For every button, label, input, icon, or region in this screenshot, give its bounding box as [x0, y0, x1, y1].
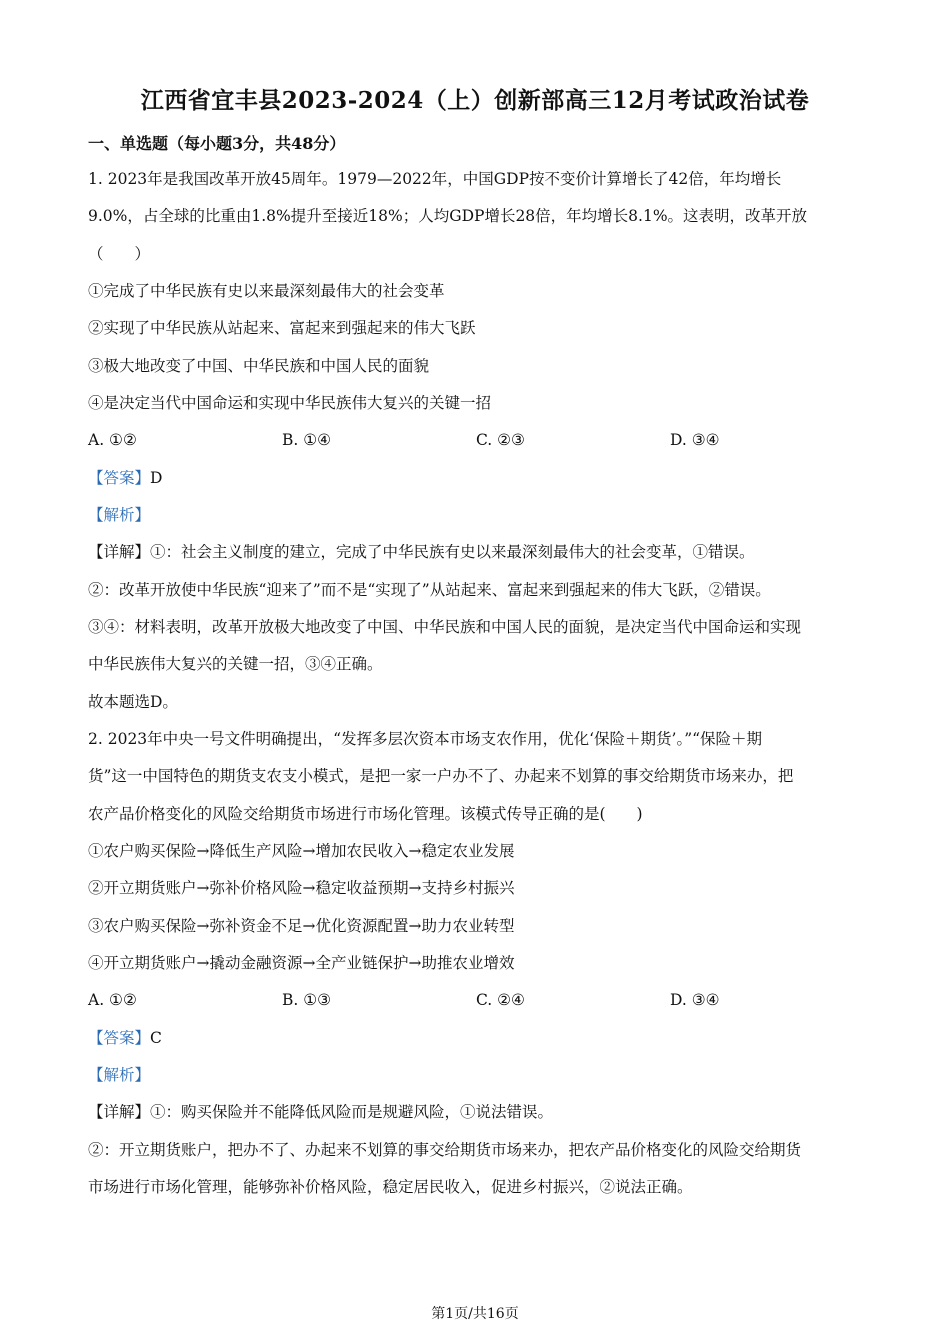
q1-detail-text-1: ①：社会主义制度的建立，完成了中华民族有史以来最深刻最伟大的社会变革，①错误。: [150, 543, 755, 561]
q1-detail-line-2: ②：改革开放使中华民族“迎来了”而不是“实现了”从站起来、富起来到强起来的伟大飞跃，②错误。: [88, 581, 771, 599]
q2-option-b: B. ①③: [282, 991, 332, 1009]
q1-answer: [88, 467, 162, 489]
q1-stem-line-1: 1. 2023年是我国改革开放45周年。1979—2022年，中国GDP按不变价计算增长了42倍，年均增长: [88, 170, 782, 188]
q1-option-c: C. ②③: [476, 431, 525, 449]
q2-answer-tag: 【答案】: [88, 1029, 151, 1047]
q2-option-c: C. ②④: [476, 991, 525, 1009]
q1-item-4: ④是决定当代中国命运和实现中华民族伟大复兴的关键一招: [88, 394, 492, 412]
q2-answer: [88, 1027, 162, 1049]
q1-analysis-tag: 【解析】: [88, 506, 151, 524]
q2-item-4: ④开立期货账户→撬动金融资源→全产业链保护→助推农业增效: [88, 954, 515, 972]
q2-answer-value: C: [150, 1029, 162, 1047]
q2-detail-text-1: ①：购买保险并不能降低风险而是规避风险，①说法错误。: [150, 1103, 554, 1121]
q1-stem-line-3: （ ）: [88, 245, 151, 263]
q1-item-3: ③极大地改变了中国、中华民族和中国人民的面貌: [88, 357, 430, 375]
q1-item-1: ①完成了中华民族有史以来最深刻最伟大的社会变革: [88, 282, 445, 300]
q1-stem-line-2: 9.0%，占全球的比重由1.8%提升至接近18%；人均GDP增长28倍，年均增长8.1%。这表明，改革开放: [88, 207, 808, 225]
q2-stem-line-1: 2. 2023年中央一号文件明确提出，“发挥多层次资本市场支农作用，优化‘保险＋期货’。”“保险＋期: [88, 730, 763, 748]
section-heading: 一、单选题（每小题3分，共48分）: [88, 134, 346, 153]
q2-item-1: ①农户购买保险→降低生产风险→增加农民收入→稳定农业发展: [88, 842, 515, 860]
q2-option-a: A. ①②: [88, 991, 137, 1009]
q2-item-2: ②开立期货账户→弥补价格风险→稳定收益预期→支持乡村振兴: [88, 879, 515, 897]
q2-detail-line-2: ②：开立期货账户，把办不了、办起来不划算的事交给期货市场来办，把农产品价格变化的风险交给期货: [88, 1141, 802, 1159]
q1-detail-line-3: ③④：材料表明，改革开放极大地改变了中国、中华民族和中国人民的面貌，是决定当代中国命运和实现: [88, 618, 802, 636]
q2-stem-line-2: 货”这一中国特色的期货支农支小模式，是把一家一户办不了、办起来不划算的事交给期货市场来办，把: [88, 767, 794, 785]
q2-analysis-tag: 【解析】: [88, 1066, 151, 1084]
q2-item-3: ③农户购买保险→弥补资金不足→优化资源配置→助力农业转型: [88, 917, 515, 935]
q1-detail-line-1: [88, 541, 755, 563]
q1-item-2: ②实现了中华民族从站起来、富起来到强起来的伟大飞跃: [88, 319, 476, 337]
q1-answer-tag: 【答案】: [88, 469, 151, 487]
q2-stem-line-3: 农产品价格变化的风险交给期货市场进行市场化管理。该模式传导正确的是( ): [88, 805, 643, 823]
q1-detail-line-5: 故本题选D。: [88, 693, 178, 711]
q1-answer-value: D: [150, 469, 163, 487]
q2-detail-line-3: 市场进行市场化管理，能够弥补价格风险，稳定居民收入，促进乡村振兴，②说法正确。: [88, 1178, 693, 1196]
q1-detail-tag: 【详解】: [88, 543, 151, 561]
exam-title: 江西省宜丰县2023-2024（上）创新部高三12月考试政治试卷: [140, 87, 810, 114]
page-number: 第1页/共16页: [431, 1306, 519, 1322]
q1-detail-line-4: 中华民族伟大复兴的关键一招，③④正确。: [88, 655, 383, 673]
q1-option-b: B. ①④: [282, 431, 332, 449]
q2-detail-tag: 【详解】: [88, 1103, 151, 1121]
q2-option-d: D. ③④: [670, 991, 720, 1009]
q1-option-a: A. ①②: [88, 431, 137, 449]
q2-detail-line-1: [88, 1101, 553, 1123]
q1-option-d: D. ③④: [670, 431, 720, 449]
